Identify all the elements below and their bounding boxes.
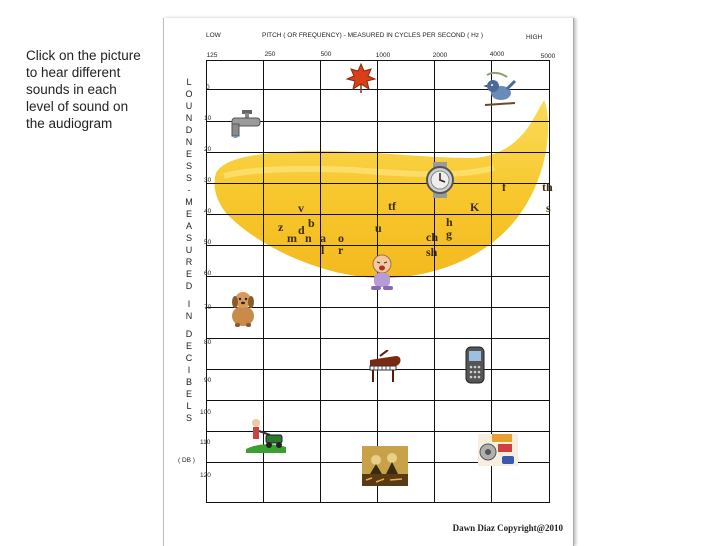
db-110: 110: [200, 439, 211, 446]
freq-5000: 5000: [540, 53, 556, 60]
audiogram-sheet: LOW PITCH ( OR FREQUENCY) - MEASURED IN CYCLES PER SECOND ( Hz ) HIGH 125 250 500 1000 2000 4000 5000 L O U N D N E S S - M E A S U R E D I N D E C I B E L S ( DB ) 0 10 20 30 40 50 60 70 80 90 100 110 120 v tf f th s K h g z d b m n a o u ch sh l r Dawn Diaz Copyright@2010: [163, 18, 574, 546]
piano-icon[interactable]: [366, 349, 404, 385]
speech-sound-b: b: [308, 216, 315, 230]
db-50: 50: [204, 239, 212, 246]
baby-icon[interactable]: [367, 252, 397, 292]
db-70: 70: [204, 304, 212, 311]
instruction-text: Click on the picture to hear different sounds in each level of sound on the audiogram: [26, 48, 141, 131]
freq-250: 250: [264, 51, 276, 58]
freq-4000: 4000: [489, 51, 505, 58]
speech-sound-r: r: [338, 243, 344, 257]
db-0: 0: [206, 84, 210, 91]
speech-sound-h: h: [446, 215, 453, 229]
speech-sound-z: z: [278, 220, 284, 234]
speech-sound-s: s: [546, 201, 551, 215]
faucet-icon[interactable]: [228, 106, 264, 140]
speech-sound-th: th: [542, 180, 553, 194]
speech-sound-f: f: [502, 180, 506, 194]
db-10: 10: [204, 115, 212, 122]
speech-sound-n: n: [305, 231, 312, 245]
speech-sound-g: g: [446, 227, 452, 241]
power-tools-icon[interactable]: [476, 429, 520, 471]
speech-sound-l: l: [321, 243, 325, 257]
speech-sound-sh: sh: [426, 245, 438, 259]
db-80: 80: [204, 339, 212, 346]
freq-1000: 1000: [375, 52, 391, 59]
speech-sound-u: u: [375, 221, 382, 235]
bird-icon[interactable]: [480, 68, 518, 112]
freq-500: 500: [320, 51, 332, 58]
dog-icon[interactable]: [226, 287, 260, 329]
speech-sound-d: d: [298, 223, 305, 237]
low-label: LOW: [206, 32, 221, 39]
freq-2000: 2000: [432, 52, 448, 59]
phone-icon[interactable]: [459, 343, 491, 387]
db-60: 60: [204, 270, 212, 277]
speech-sound-o: o: [338, 231, 344, 245]
db-20: 20: [204, 146, 212, 153]
speech-sound-m: m: [287, 231, 297, 245]
db-120: 120: [200, 472, 211, 479]
speech-sound-v: v: [298, 201, 304, 215]
speech-sound-tf: tf: [388, 199, 396, 213]
high-label: HIGH: [526, 34, 543, 41]
db-30: 30: [204, 177, 212, 184]
db-40: 40: [204, 208, 212, 215]
speech-sound-k: K: [470, 200, 480, 214]
lawnmower-icon[interactable]: [244, 414, 288, 454]
pitch-title: PITCH ( OR FREQUENCY) - MEASURED IN CYCLES PER SECOND ( Hz ): [262, 32, 484, 39]
watch-icon[interactable]: [422, 161, 458, 199]
freq-125: 125: [206, 52, 218, 59]
band-icon[interactable]: [362, 446, 408, 486]
db-unit-label: ( DB ): [178, 457, 195, 464]
speech-sound-a: a: [320, 231, 326, 245]
copyright-credit: Dawn Diaz Copyright@2010: [452, 523, 563, 533]
leaves-icon[interactable]: [344, 61, 377, 94]
db-90: 90: [204, 377, 212, 384]
speech-sound-ch: ch: [426, 230, 438, 244]
db-100: 100: [200, 409, 211, 416]
